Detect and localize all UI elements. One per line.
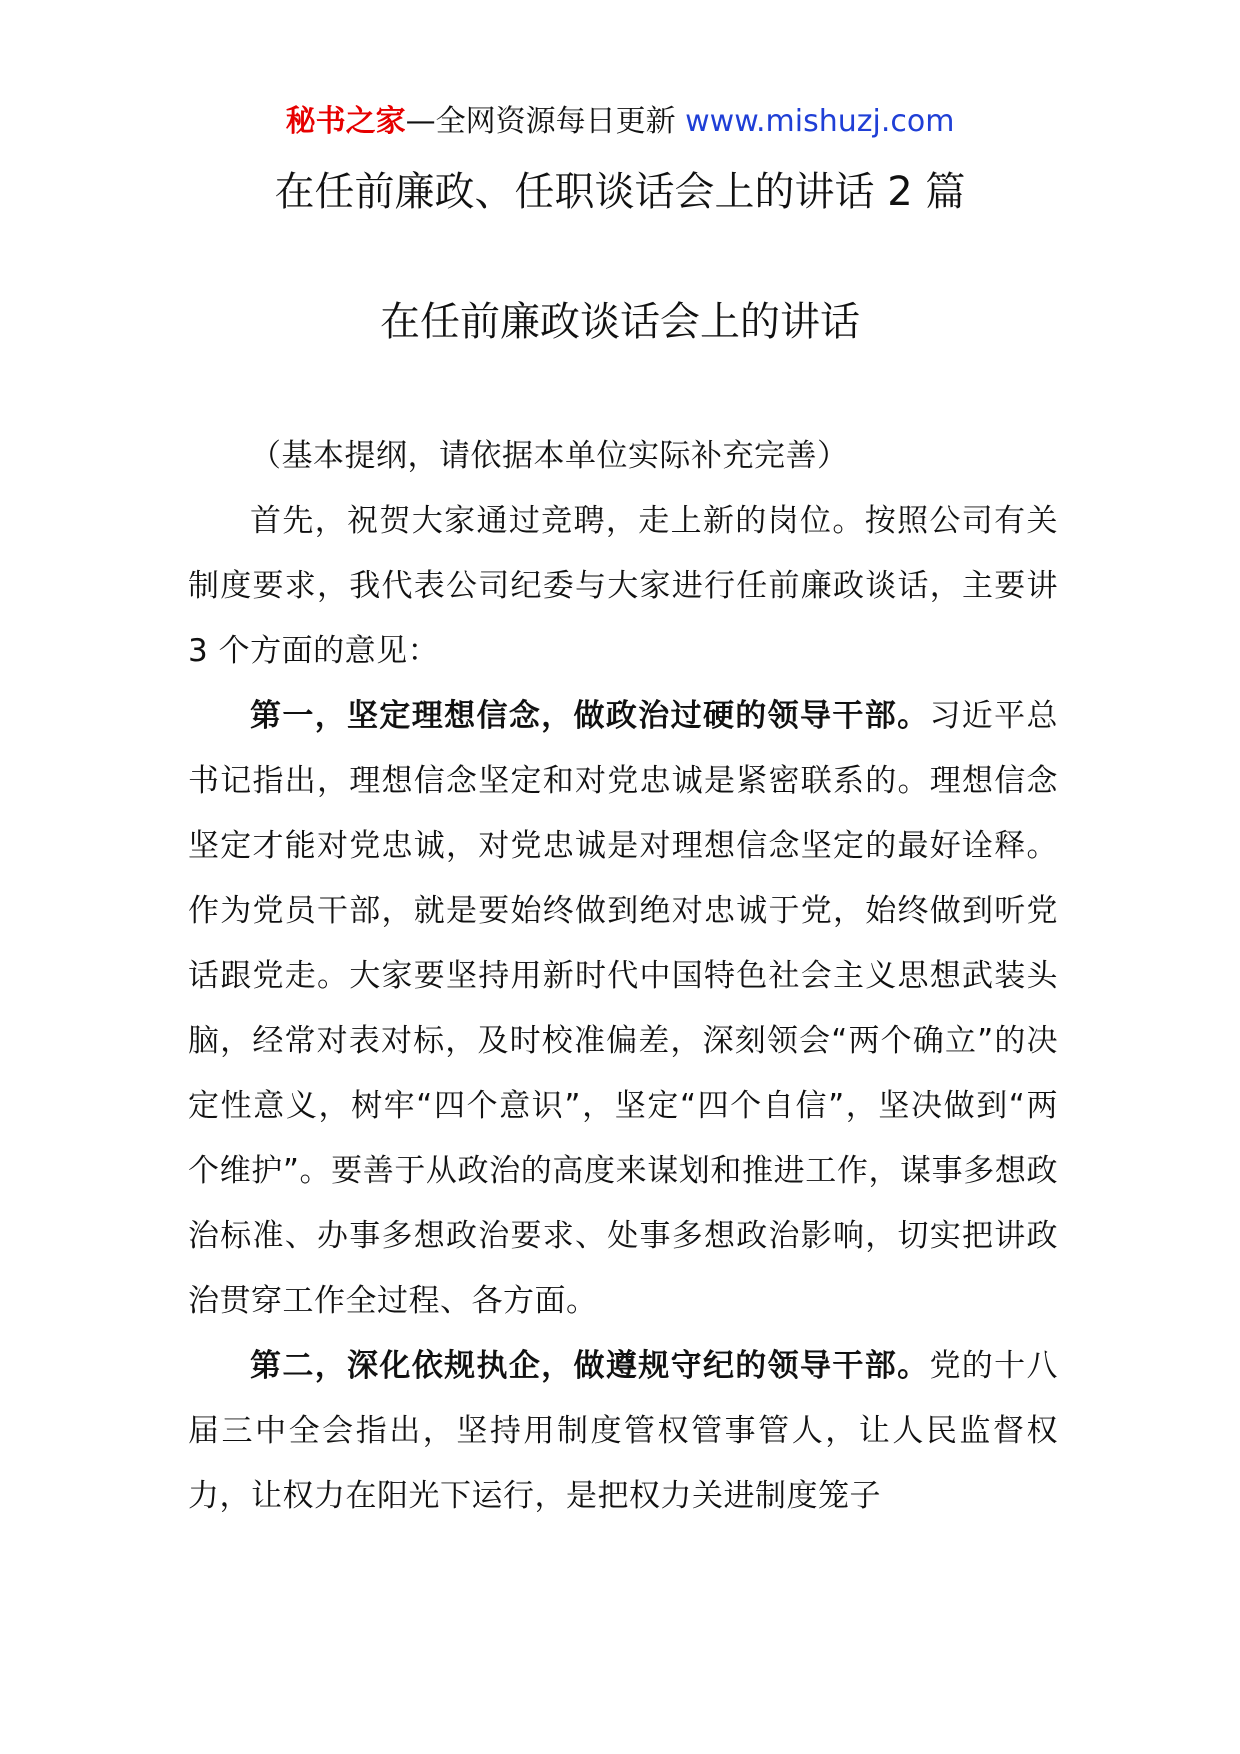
document-title: 在任前廉政、任职谈话会上的讲话 2 篇 bbox=[274, 169, 966, 215]
site-tagline: —全网资源每日更新 bbox=[405, 104, 676, 139]
point-one-text: 习近平总书记指出，理想信念坚定和对党忠诚是紧密联系的。理想信念坚定才能对党忠诚，对党忠诚是对理想信念坚定的最好诠释。作为党员干部，就是要始终做到绝对忠诚于党，始终做到听党话跟党走。大家要坚持用新时代中国特色社会主义思想武装头脑，经常对表对标，及时校准偏差，深刻领会“两个确立”的决定性意义，树牢“四个意识”，坚定“四个自信”，坚决做到“两个维护”。要善于从政治的高度来谋划和推进工作，谋事多想政治标准、办事多想政治要求、处事多想政治影响，切实把讲政治贯穿工作全过程、各方面。 bbox=[188, 698, 1058, 1319]
point-two-text: 党的十八届三中全会指出，坚持用制度管权管事管人，让人民监督权力，让权力在阳光下运行，是把权力关进制度笼子 bbox=[188, 1348, 1058, 1514]
point-one-paragraph bbox=[188, 684, 1058, 1334]
document-subtitle: 在任前廉政谈话会上的讲话 bbox=[380, 299, 860, 345]
point-one-heading: 第一，坚定理想信念，做政治过硬的领导干部。 bbox=[250, 698, 930, 734]
document-body bbox=[188, 424, 1058, 1529]
point-two-heading: 第二，深化依规执企，做遵规守纪的领导干部。 bbox=[250, 1348, 930, 1384]
point-two-paragraph bbox=[188, 1334, 1058, 1529]
site-header bbox=[0, 100, 1240, 144]
intro-paragraph: 首先，祝贺大家通过竞聘，走上新的岗位。按照公司有关制度要求，我代表公司纪委与大家进行任前廉政谈话，主要讲 3 个方面的意见： bbox=[188, 503, 1058, 669]
brand-name: 秘书之家 bbox=[285, 104, 406, 139]
site-url-link[interactable]: www.mishuzj.com bbox=[685, 104, 955, 139]
outline-note: （基本提纲，请依据本单位实际补充完善） bbox=[250, 438, 849, 474]
